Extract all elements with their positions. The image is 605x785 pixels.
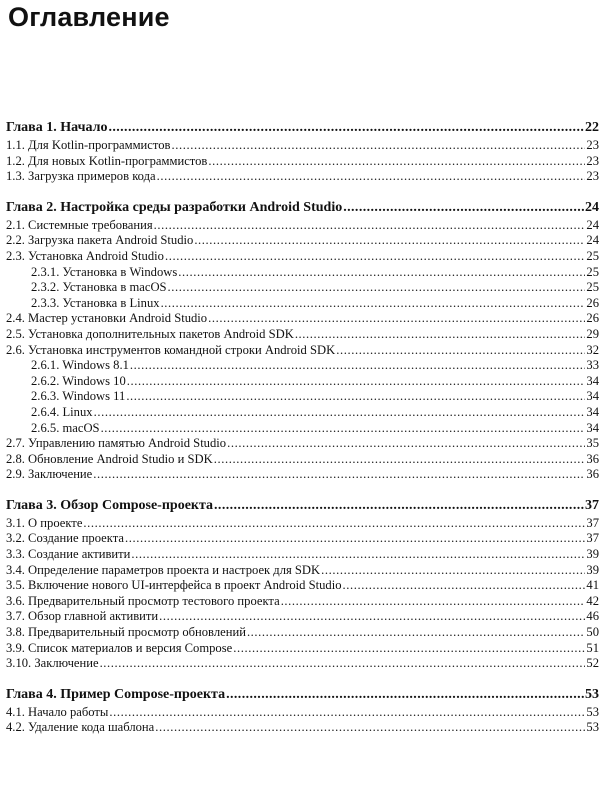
toc-entry-label: 2.6.2. Windows 10 <box>31 373 126 388</box>
toc-entry-label: 1.3. Загрузка примеров кода <box>6 169 156 184</box>
toc-section <box>6 233 599 249</box>
toc-entry-label: 3.4. Определение параметров проекта и настроек для SDK <box>6 562 321 577</box>
toc-entry-label: 3.7. Обзор главной активити <box>6 609 159 624</box>
toc-subsection <box>6 374 599 390</box>
toc-page-number: 22 <box>585 120 599 135</box>
toc-page-number: 37 <box>586 515 599 530</box>
dot-leader <box>233 641 585 657</box>
dot-leader <box>194 233 585 249</box>
dot-leader <box>130 358 585 374</box>
dot-leader <box>321 563 585 579</box>
toc-entry-label: 2.6. Установка инструментов командной строки Android SDK <box>6 342 336 357</box>
toc-entry-label: 2.6.5. macOS <box>31 420 100 435</box>
chapter-heading <box>6 496 599 516</box>
toc-subsection <box>6 421 599 437</box>
toc-page-number: 23 <box>586 153 599 168</box>
toc-section <box>6 154 599 170</box>
toc-subsection <box>6 405 599 421</box>
toc-entry-label: 3.10. Заключение <box>6 656 99 671</box>
toc-entry-label: 2.3.3. Установка в Linux <box>31 295 160 310</box>
toc-entry-label: 4.1. Начало работы <box>6 704 109 719</box>
toc-page-number: 25 <box>586 248 599 263</box>
toc-entry-label: 2.3.1. Установка в Windows <box>31 264 178 279</box>
toc-section <box>6 625 599 641</box>
toc-entry-label: 2.4. Мастер установки Android Studio <box>6 311 208 326</box>
toc-section <box>6 609 599 625</box>
toc-entry-label: 3.9. Список материалов и версия Compose <box>6 640 233 655</box>
dot-leader <box>343 198 584 218</box>
dot-leader <box>281 594 586 610</box>
toc-entry-label: Глава 3. Обзор Compose-проекта <box>6 497 214 513</box>
toc-entry-label: 1.2. Для новых Kotlin-программистов <box>6 153 208 168</box>
toc-entry-label: 2.7. Управлению памятью Android Studio <box>6 436 227 451</box>
toc-chapter <box>6 118 599 185</box>
dot-leader <box>295 327 586 343</box>
toc-page-number: 39 <box>586 547 599 562</box>
toc-section <box>6 138 599 154</box>
toc-entry-label: 2.1. Системные требования <box>6 217 153 232</box>
toc-section <box>6 327 599 343</box>
dot-leader <box>214 452 586 468</box>
toc-page-number: 32 <box>586 342 599 357</box>
toc-chapter <box>6 198 599 483</box>
toc-page-number: 25 <box>586 264 599 279</box>
toc-page-number: 34 <box>586 420 599 435</box>
toc-page-number: 26 <box>586 295 599 310</box>
toc-page-number: 24 <box>585 199 599 215</box>
page-title: Оглавление <box>8 2 170 32</box>
toc-chapter <box>6 496 599 672</box>
toc-section <box>6 656 599 672</box>
toc-entry-label: 2.5. Установка дополнительных пакетов Android SDK <box>6 326 294 341</box>
dot-leader <box>178 265 585 281</box>
toc-page-number: 34 <box>586 404 599 419</box>
toc-page-number: 34 <box>586 373 599 388</box>
toc-entry-label: 3.1. О проекте <box>6 515 83 530</box>
toc-page-number: 37 <box>585 497 599 513</box>
toc-page-number: 53 <box>586 720 599 735</box>
dot-leader <box>208 311 585 327</box>
dot-leader <box>157 169 586 185</box>
toc-section <box>6 641 599 657</box>
dot-leader <box>108 118 584 138</box>
toc-section <box>6 531 599 547</box>
toc-section <box>6 218 599 234</box>
toc-subsection <box>6 296 599 312</box>
toc-section <box>6 516 599 532</box>
toc-page-number: 34 <box>586 389 599 404</box>
toc-entry-label: 3.8. Предварительный просмотр обновлений <box>6 625 246 640</box>
dot-leader <box>214 496 584 516</box>
toc-page-number: 24 <box>586 233 599 248</box>
toc-section <box>6 563 599 579</box>
dot-leader <box>155 720 585 736</box>
toc-section <box>6 705 599 721</box>
toc-page-number: 37 <box>586 531 599 546</box>
dot-leader <box>159 609 585 625</box>
dot-leader <box>109 705 585 721</box>
toc-page-number: 53 <box>586 704 599 719</box>
toc-page-number: 46 <box>586 609 599 624</box>
dot-leader <box>125 531 585 547</box>
toc-entry-label: 4.2. Удаление кода шаблона <box>6 720 155 735</box>
dot-leader <box>101 421 586 437</box>
toc-section <box>6 343 599 359</box>
toc-page-number: 50 <box>586 625 599 640</box>
toc-section <box>6 467 599 483</box>
dot-leader <box>161 296 586 312</box>
toc-page-number: 24 <box>586 217 599 232</box>
toc-entry-label: 2.6.3. Windows 11 <box>31 389 126 404</box>
toc-subsection <box>6 265 599 281</box>
toc-entry-label: 2.6.4. Linux <box>31 404 93 419</box>
toc-entry-label: 3.3. Создание активити <box>6 547 131 562</box>
toc-page-number: 39 <box>586 562 599 577</box>
toc-subsection <box>6 358 599 374</box>
toc-section <box>6 594 599 610</box>
dot-leader <box>247 625 585 641</box>
dot-leader <box>100 656 586 672</box>
toc-page-number: 36 <box>586 451 599 466</box>
dot-leader <box>226 685 584 705</box>
table-of-contents <box>6 118 599 749</box>
toc-section <box>6 547 599 563</box>
chapter-heading <box>6 118 599 138</box>
toc-entry-label: 1.1. Для Kotlin-программистов <box>6 138 171 152</box>
toc-entry-label: 2.2. Загрузка пакета Android Studio <box>6 233 194 248</box>
dot-leader <box>131 547 585 563</box>
toc-subsection <box>6 389 599 405</box>
dot-leader <box>127 374 586 390</box>
dot-leader <box>171 138 585 154</box>
toc-entry-label: Глава 2. Настройка среды разработки Android Studio <box>6 199 343 215</box>
toc-section <box>6 452 599 468</box>
dot-leader <box>126 389 585 405</box>
toc-page-number: 29 <box>586 326 599 341</box>
dot-leader <box>227 436 585 452</box>
dot-leader <box>93 467 585 483</box>
toc-section <box>6 169 599 185</box>
toc-section <box>6 311 599 327</box>
toc-entry-label: Глава 1. Начало <box>6 120 108 135</box>
chapter-heading <box>6 685 599 705</box>
dot-leader <box>94 405 586 421</box>
dot-leader <box>165 249 585 265</box>
toc-section <box>6 249 599 265</box>
toc-page-number: 36 <box>586 467 599 482</box>
toc-page-number: 35 <box>586 436 599 451</box>
toc-page-number: 26 <box>586 311 599 326</box>
dot-leader <box>208 154 585 170</box>
dot-leader <box>336 343 585 359</box>
toc-page-number: 52 <box>586 656 599 671</box>
toc-page-number: 25 <box>586 280 599 295</box>
toc-section <box>6 578 599 594</box>
toc-page-number: 51 <box>586 640 599 655</box>
toc-entry-label: 2.6.1. Windows 8.1 <box>31 358 129 373</box>
toc-entry-label: 2.3. Установка Android Studio <box>6 248 164 263</box>
dot-leader <box>168 280 586 296</box>
toc-section <box>6 436 599 452</box>
chapter-heading <box>6 198 599 218</box>
toc-page-number: 33 <box>586 358 599 373</box>
toc-entry-label: Глава 4. Пример Compose-проекта <box>6 686 226 702</box>
toc-page-number: 42 <box>586 593 599 608</box>
toc-entry-label: 3.6. Предварительный просмотр тестового проекта <box>6 593 280 608</box>
toc-entry-label: 2.8. Обновление Android Studio и SDK <box>6 451 213 466</box>
toc-section <box>6 720 599 736</box>
toc-page-number: 23 <box>586 169 599 184</box>
toc-chapter <box>6 685 599 736</box>
dot-leader <box>154 218 586 234</box>
toc-page-number: 41 <box>586 578 599 593</box>
toc-page-number: 23 <box>586 138 599 152</box>
toc-page-number: 53 <box>585 686 599 702</box>
toc-entry-label: 2.3.2. Установка в macOS <box>31 280 167 295</box>
dot-leader <box>83 516 585 532</box>
toc-entry-label: 3.2. Создание проекта <box>6 531 124 546</box>
toc-entry-label: 3.5. Включение нового UI-интерфейса в проект Android Studio <box>6 578 342 593</box>
toc-entry-label: 2.9. Заключение <box>6 467 93 482</box>
dot-leader <box>343 578 586 594</box>
toc-subsection <box>6 280 599 296</box>
